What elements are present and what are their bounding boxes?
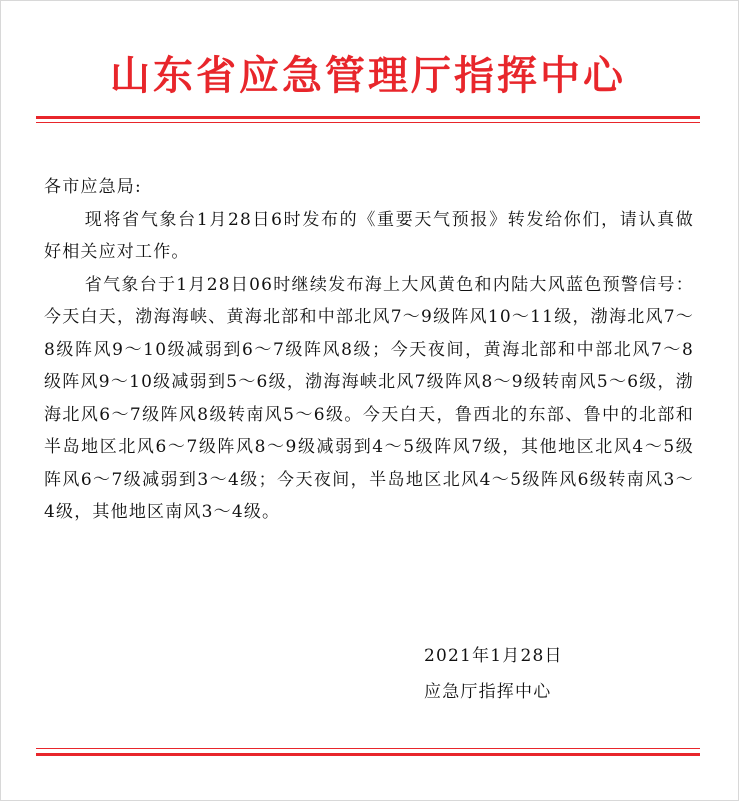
signature-org: 应急厅指挥中心 [424,682,552,702]
signature-block [424,638,563,710]
masthead-rule-thick [36,116,700,119]
footer-rule-thin [36,748,700,749]
masthead-title: 山东省应急管理厅指挥中心 [110,53,626,99]
paragraph-wind-warning: 省气象台于1月28日06时继续发布海上大风黄色和内陆大风蓝色预警信号：今天白天，渤海海峡、黄海北部和中部北风7～9级阵风10～11级，渤海北风7～8级阵风9～10级减弱到6～7级阵风8级；今天夜间，黄海北部和中部北风7～8级阵风9～10级减弱到5～6级，渤海海峡北风7级阵风8～9级转南风5～6级，渤海北风6～7级阵风8级转南风5～6级。今天白天，鲁西北的东部、鲁中的北部和半岛地区北风6～7级阵风8～9级减弱到4～5级阵风7级，其他地区北风4～5级阵风6～7级减弱到3～4级；今天夜间，半岛地区北风4～5级阵风6级转南风3～4级，其他地区南风3～4级。 [44,274,694,522]
salutation: 各市应急局: [44,177,142,197]
masthead-rule-thin [36,122,700,123]
signature-date: 2021年1月28日 [424,646,563,666]
paragraph-forward-notice: 现将省气象台1月28日6时发布的《重要天气预报》转发给你们，请认真做好相关应对工作。 [44,209,694,262]
footer-rule-thick [36,753,700,756]
letter-body [44,171,694,529]
